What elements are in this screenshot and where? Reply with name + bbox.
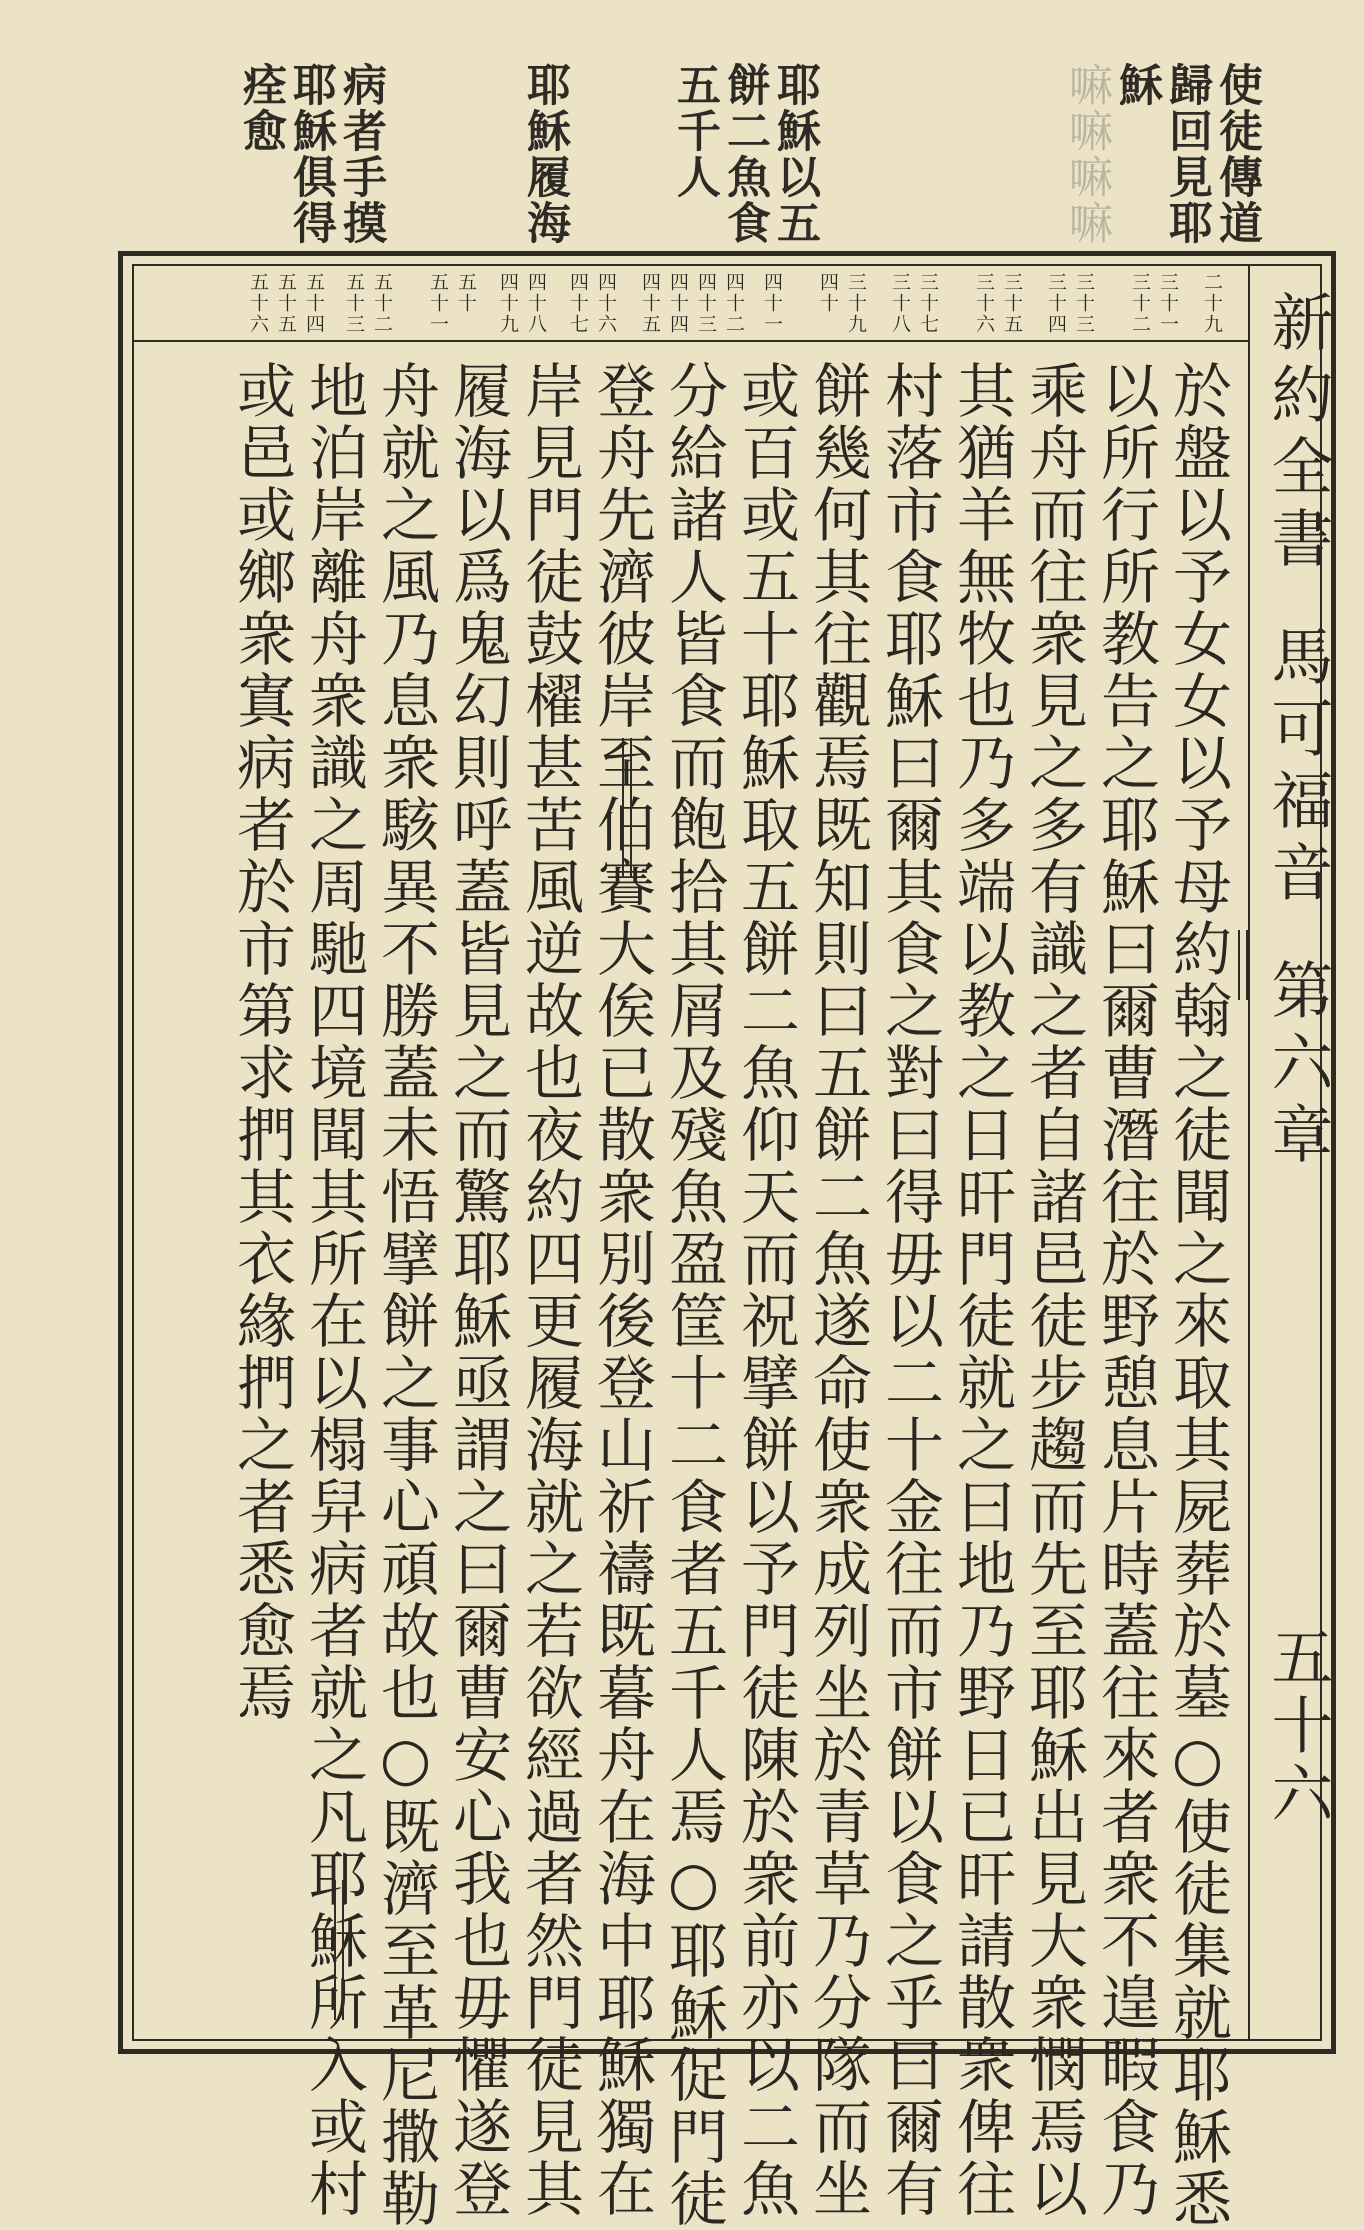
name-bracket — [1238, 930, 1248, 1000]
chapter-title: 第六章 — [1261, 958, 1334, 1174]
verse-label: 三十六 — [973, 272, 995, 335]
text-column: 以所行所教告之耶穌曰爾曹潛往於野憩息片時蓋往來者衆不遑暇食乃 — [1091, 360, 1160, 2220]
verse-label: 四十四 — [667, 272, 689, 335]
verse-label: 四十六 — [595, 272, 617, 335]
headnote-col: 耶穌履海 — [519, 62, 570, 246]
collection-title: 新約全書 — [1261, 290, 1334, 578]
verse-label: 三十五 — [1001, 272, 1023, 335]
verse-label: 四十 — [817, 272, 839, 314]
verse-band-divider — [132, 340, 1248, 342]
text-column: 岸見門徒鼓櫂甚苦風逆故也夜約四更履海就之若欲經過者然門徒見其 — [515, 360, 584, 2220]
verse-label: 三十二 — [1129, 272, 1151, 335]
verse-label: 四十二 — [723, 272, 745, 335]
text-column: 履海以爲鬼幻則呼蓋皆見之而驚耶穌亟謂之曰爾曹安心我也毋懼遂登 — [443, 360, 512, 2220]
verse-label: 二十九 — [1201, 272, 1223, 335]
verse-label: 五十四 — [303, 272, 325, 335]
verse-label: 五十五 — [275, 272, 297, 335]
verse-label: 五十二 — [371, 272, 393, 335]
page-number: 五十六 — [1261, 1625, 1334, 1829]
gospel-title: 馬可福音 — [1261, 624, 1334, 912]
verse-label: 四十七 — [567, 272, 589, 335]
verse-label: 四十九 — [497, 272, 519, 335]
text-column: 或百或五十耶穌取五餅二魚仰天而祝擘餅以予門徒陳於衆前亦以二魚 — [731, 360, 800, 2220]
text-column: 村落市食耶穌曰爾其食之對曰得毋以二十金往而市餅以食之乎曰爾有 — [875, 360, 944, 2220]
verse-label: 四十五 — [639, 272, 661, 335]
text-column: 分給諸人皆食而飽拾其屑及殘魚盈筐十二食者五千人焉○耶穌促門徒 — [659, 360, 728, 2230]
headnote-col: 耶穌俱得 — [285, 62, 336, 246]
headnote-col: 病者手摸 — [335, 62, 386, 246]
headnote-col: 耶穌以五 — [769, 62, 820, 246]
margin-divider — [1248, 264, 1250, 2041]
headnote-col: 歸回見耶 — [1161, 62, 1212, 246]
text-column: 餅幾何其往觀焉既知則曰五餅二魚遂命使衆成列坐於青草乃分隊而坐 — [803, 360, 872, 2220]
verse-label: 三十八 — [889, 272, 911, 335]
verse-label: 五十六 — [247, 272, 269, 335]
text-column: 於盤以予女女以予母約翰之徒聞之來取其屍葬於墓○使徒集就耶穌悉 — [1163, 360, 1232, 2230]
verse-label: 五十 — [455, 272, 477, 314]
verse-label: 三十七 — [917, 272, 939, 335]
text-column: 地泊岸離舟衆識之周馳四境聞其所在以榻舁病者就之凡耶穌所入或村 — [299, 360, 368, 2220]
headnote-col: 痊愈 — [235, 62, 286, 154]
text-column: 其猶羊無牧也乃多端以教之日旰門徒就之曰地乃野日已旰請散衆俾往 — [947, 360, 1016, 2220]
verse-label: 五十一 — [427, 272, 449, 335]
headnote-faded: 嘛嘛嘛嘛 — [1061, 62, 1112, 246]
text-column: 舟就之風乃息衆駭異不勝蓋未悟擘餅之事心頑故也○既濟至革尼撒勒 — [371, 360, 440, 2230]
verse-label: 四十一 — [761, 272, 783, 335]
book-title — [1262, 290, 1332, 1174]
text-column: 登舟先濟彼岸至伯賽大俟已散衆別後登山祈禱既暮舟在海中耶穌獨在 — [587, 360, 656, 2220]
verse-label: 三十九 — [845, 272, 867, 335]
headnote-col: 使徒傳道 — [1211, 62, 1262, 246]
text-column: 或邑或鄉衆寘病者於市第求捫其衣緣捫之者悉愈焉 — [227, 360, 296, 1724]
headnote-col: 五千人 — [669, 62, 720, 200]
name-bracket — [334, 1880, 344, 2020]
verse-label: 四十八 — [525, 272, 547, 335]
verse-label: 三十一 — [1157, 272, 1179, 335]
verse-label: 五十三 — [343, 272, 365, 335]
verse-label: 四十三 — [695, 272, 717, 335]
verse-label: 三十四 — [1045, 272, 1067, 335]
verse-label: 三十三 — [1073, 272, 1095, 335]
headnote-col: 餅二魚食 — [719, 62, 770, 246]
headnote-col: 穌 — [1111, 62, 1162, 108]
name-bracket — [622, 738, 632, 878]
text-column: 乘舟而往衆見之多有識之者自諸邑徒步趨而先至耶穌出見大衆憫焉以 — [1019, 360, 1088, 2220]
